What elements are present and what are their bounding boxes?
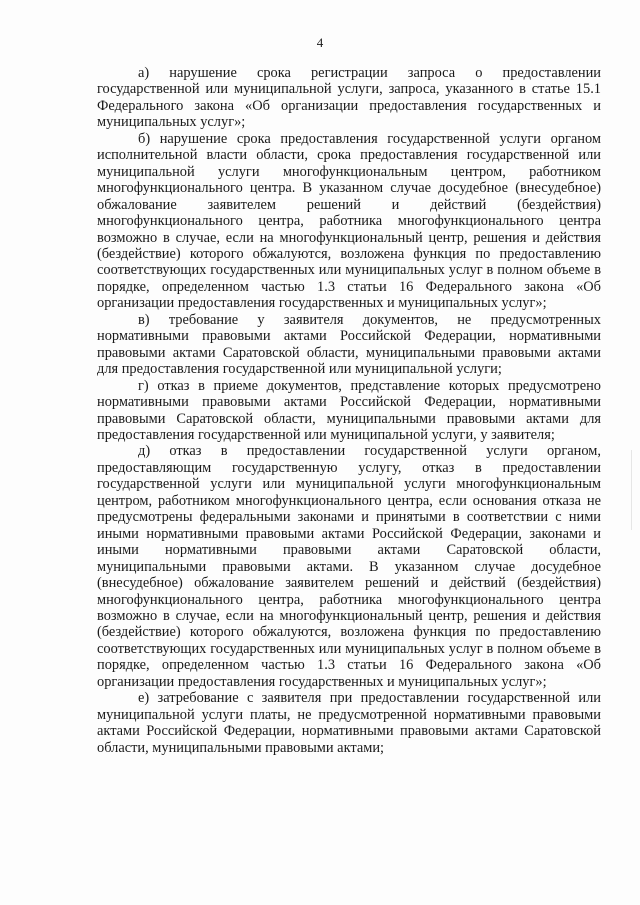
paragraph-v: в) требование у заявителя документов, не предусмотренных нормативными правовыми актами Российской Федерации, нормативными правовыми актами Саратовской области, муниципальными правовыми актами для предоставления государственной или муниципальной услуги; <box>97 311 601 378</box>
paragraph-b: б) нарушение срока предоставления государственной услуги органом исполнительной власти области, срока предоставления государственной или муниципальной услуги многофункциональным центром, работником многофункционального центра. В указанном случае досудебное (внесудебное) обжалование заявителем решений и действий (бездействия) многофункционального центра, работника многофункционального центра возможно в случае, если на многофункциональный центр, решения и действия (бездействие) которого обжалуются, возложена функция по предоставлению соответствующих государственных или муниципальных услуг в полном объеме в порядке, определенном частью 1.3 статьи 16 Федерального закона «Об организации предоставления государственных и муниципальных услуг»; <box>97 130 601 312</box>
paragraph-g: г) отказ в приеме документов, представление которых предусмотрено нормативными правовыми актами Российской Федерации, нормативными правовыми Саратовской области, муниципальными правовыми актами для предоставления государственной или муниципальной услуги, у заявителя; <box>97 377 601 443</box>
document-body <box>97 65 601 756</box>
paragraph-d: д) отказ в предоставлении государственной услуги органом, предоставляющим государственную услугу, отказ в предоставлении государственной услуги или муниципальной услуги многофункциональным центром, работником многофункционального центра, если основания отказа не предусмотрены федеральными законами и принятыми в соответствии с ними иными нормативными правовыми актами Российской Федерации, законами и иными нормативными правовыми актами Саратовской области, муниципальными правовыми актами. В указанном случае досудебное (внесудебное) обжалование заявителем решений и действий (бездействия) многофункционального центра, работника многофункционального центра возможно в случае, если на многофункциональный центр, решения и действия (бездействие) которого обжалуются, возложена функция по предоставлению соответствующих государственных или муниципальных услуг в полном объеме в порядке, определенном частью 1.3 статьи 16 Федерального закона «Об организации предоставления государственных и муниципальных услуг»; <box>97 443 601 690</box>
paragraph-a: а) нарушение срока регистрации запроса о предоставлении государственной или муниципальной услуги, запроса, указанного в статье 15.1 Федерального закона «Об организации предоставления государственных и муниципальных услуг»; <box>97 65 601 131</box>
scan-edge-mark <box>631 450 632 530</box>
paragraph-e: е) затребование с заявителя при предоставлении государственной или муниципальной услуги платы, не предусмотренной нормативными правовыми актами Российской Федерации, нормативными правовыми актами Саратовской области, муниципальными правовыми актами; <box>97 690 601 756</box>
page-number: 4 <box>316 35 324 50</box>
